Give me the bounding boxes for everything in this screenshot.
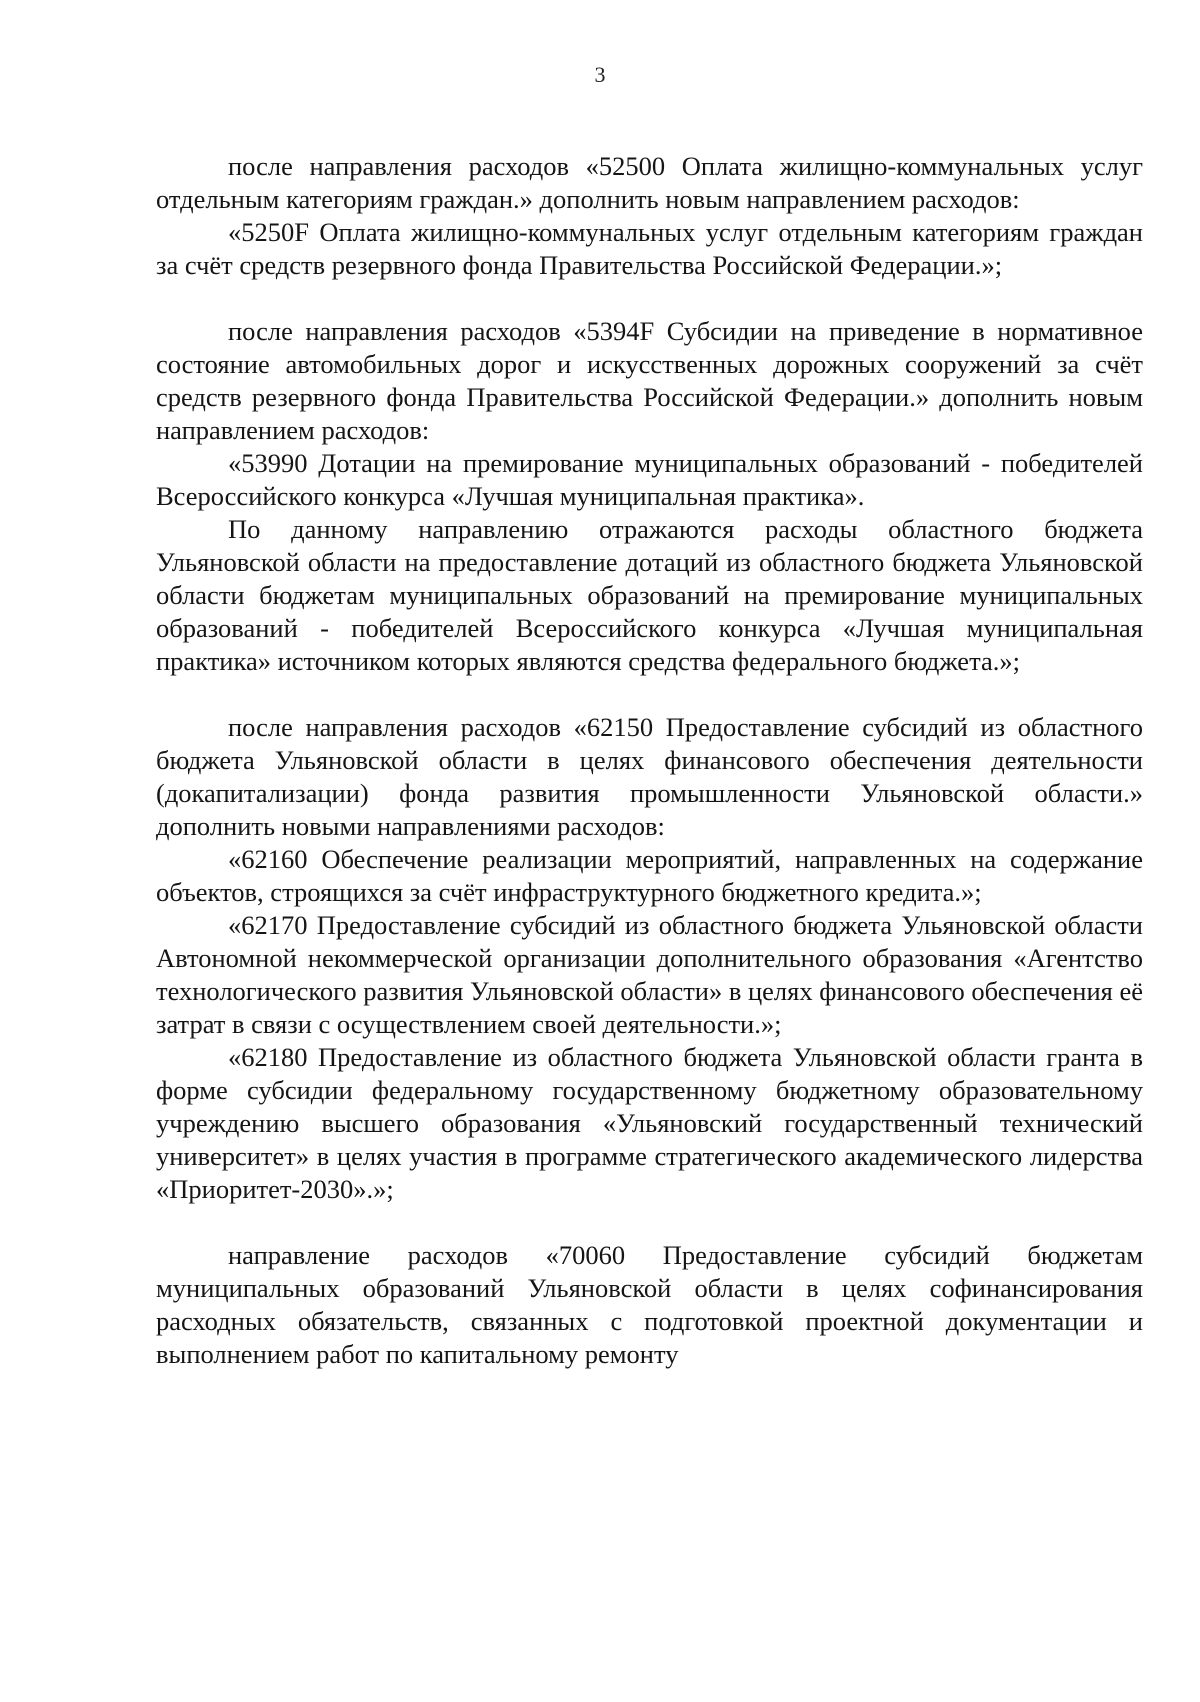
page-number: 3 — [594, 62, 606, 87]
paragraph-62180: «62180 Предоставление из областного бюджета Ульяновской области гранта в форме субсидии федеральному государственному бюджетному образовательному учреждению высшего образования «Ульяновский государственный технический университет» в целях участия в программе стратегического академического лидерства «Приоритет-2030».»; — [156, 1042, 1143, 1204]
paragraph-52500: после направления расходов «52500 Оплата жилищно-коммунальных услуг отдельным категориям граждан.» дополнить новым направлением расходов: — [156, 151, 1143, 214]
paragraph-53990-description: По данному направлению отражаются расходы областного бюджета Ульяновской области на предоставление дотаций из областного бюджета Ульяновской области бюджетам муниципальных образований на премирование муниципальных образований - победителей Всероссийского конкурса «Лучшая муниципальная практика» источником которых являются средства федерального бюджета.»; — [156, 514, 1143, 676]
paragraph-53990: «53990 Дотации на премирование муниципальных образований - победителей Всероссийского конкурса «Лучшая муниципальная практика». — [156, 448, 1143, 511]
paragraph-5394f: после направления расходов «5394F Субсидии на приведение в нормативное состояние автомобильных дорог и искусственных дорожных сооружений за счёт средств резервного фонда Правительства Российской Федерации.» дополнить новым направлением расходов: — [156, 316, 1143, 445]
document-body — [156, 150, 1143, 1371]
paragraph-62150: после направления расходов «62150 Предоставление субсидий из областного бюджета Ульяновской области в целях финансового обеспечения деятельности (докапитализации) фонда развития промышленности Ульяновской области.» дополнить новыми направлениями расходов: — [156, 712, 1143, 841]
paragraph-62170: «62170 Предоставление субсидий из областного бюджета Ульяновской области Автономной некоммерческой организации дополнительного образования «Агентство технологического развития Ульяновской области» в целях финансового обеспечения её затрат в связи с осуществлением своей деятельности.»; — [156, 910, 1144, 1039]
paragraph-70060: направление расходов «70060 Предоставление субсидий бюджетам муниципальных образований Ульяновской области в целях софинансирования расходных обязательств, связанных с подготовкой проектной документации и выполнением работ по капитальному ремонту — [156, 1240, 1143, 1369]
paragraph-62160: «62160 Обеспечение реализации мероприятий, направленных на содержание объектов, строящихся за счёт инфраструктурного бюджетного кредита.»; — [156, 844, 1143, 907]
paragraph-5250f: «5250F Оплата жилищно-коммунальных услуг отдельным категориям граждан за счёт средств резервного фонда Правительства Российской Федерации.»; — [156, 217, 1143, 280]
